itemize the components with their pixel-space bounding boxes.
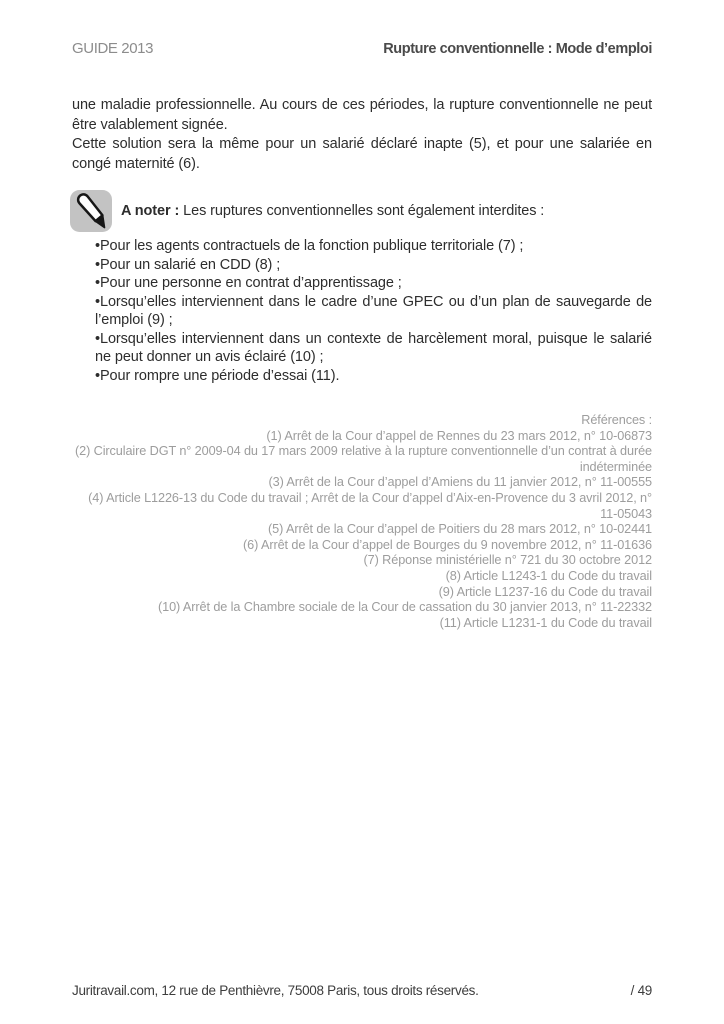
reference-item: (8) Article L1243-1 du Code du travail <box>445 568 652 583</box>
reference-item: (6) Arrêt de la Cour d’appel de Bourges du 9 novembre 2012, n° 11-01636 <box>243 537 652 552</box>
header-guide-label: GUIDE 2013 <box>72 40 154 57</box>
reference-item: (11) Article L1231-1 du Code du travail <box>439 615 652 630</box>
intro-line-2: Cette solution sera la même pour un salarié déclaré inapte (5), et pour une salariée en congé maternité (6). <box>72 136 652 172</box>
note-label: A noter : <box>121 203 180 219</box>
reference-item: (7) Réponse ministérielle n° 721 du 30 octobre 2012 <box>363 553 652 568</box>
footer-address: Juritravail.com, 12 rue de Penthièvre, 75008 Paris, tous droits réservés. <box>72 983 479 998</box>
list-item: • Pour rompre une période d’essai (11). <box>95 367 652 386</box>
note-text <box>121 203 544 219</box>
list-item: • Pour les agents contractuels de la fonction publique territoriale (7) ; <box>95 237 652 256</box>
intro-line-1: une maladie professionnelle. Au cours de ces périodes, la rupture conventionnelle ne peut être valablement signée. <box>72 97 652 133</box>
list-item: • Pour une personne en contrat d’apprentissage ; <box>95 274 652 293</box>
list-item: • Pour un salarié en CDD (8) ; <box>95 256 652 275</box>
pen-icon <box>70 190 112 232</box>
reference-item: (9) Article L1237-16 du Code du travail <box>438 584 652 599</box>
forbidden-cases-list <box>72 237 652 385</box>
note-sentence: Les ruptures conventionnelles sont également interdites : <box>183 203 545 219</box>
header-document-title: Rupture conventionnelle : Mode d’emploi <box>383 41 652 57</box>
references-title: Références : <box>581 413 652 427</box>
footer-page-number: / 49 <box>630 983 652 998</box>
reference-item: (1) Arrêt de la Cour d’appel de Rennes du 23 mars 2012, n° 10-06873 <box>266 428 652 443</box>
note-block <box>70 190 652 232</box>
reference-item: (3) Arrêt de la Cour d’appel d’Amiens du 11 janvier 2012, n° 11-00555 <box>268 475 652 490</box>
reference-item: (4) Article L1226-13 du Code du travail ; Arrêt de la Cour d’appel d’Aix-en-Provence du 3 avril 2012, n° 11-05043 <box>88 490 652 521</box>
intro-paragraphs <box>72 96 652 174</box>
references-block <box>72 413 652 631</box>
page-footer <box>72 983 652 998</box>
reference-item: (5) Arrêt de la Cour d’appel de Poitiers du 28 mars 2012, n° 10-02441 <box>268 522 652 537</box>
reference-item: (10) Arrêt de la Chambre sociale de la Cour de cassation du 30 janvier 2013, n° 11-22332 <box>158 600 652 615</box>
reference-item: (2) Circulaire DGT n° 2009-04 du 17 mars 2009 relative à la rupture conventionnelle d’un contrat à durée indéterminée <box>75 444 652 474</box>
page-header <box>72 40 652 57</box>
list-item: • Lorsqu’elles interviennent dans le cadre d’une GPEC ou d’un plan de sauvegarde de l’emploi (9) ; <box>95 293 652 330</box>
list-item: • Lorsqu’elles interviennent dans un contexte de harcèlement moral, puisque le salarié ne peut donner un avis éclairé (10) ; <box>95 330 652 367</box>
